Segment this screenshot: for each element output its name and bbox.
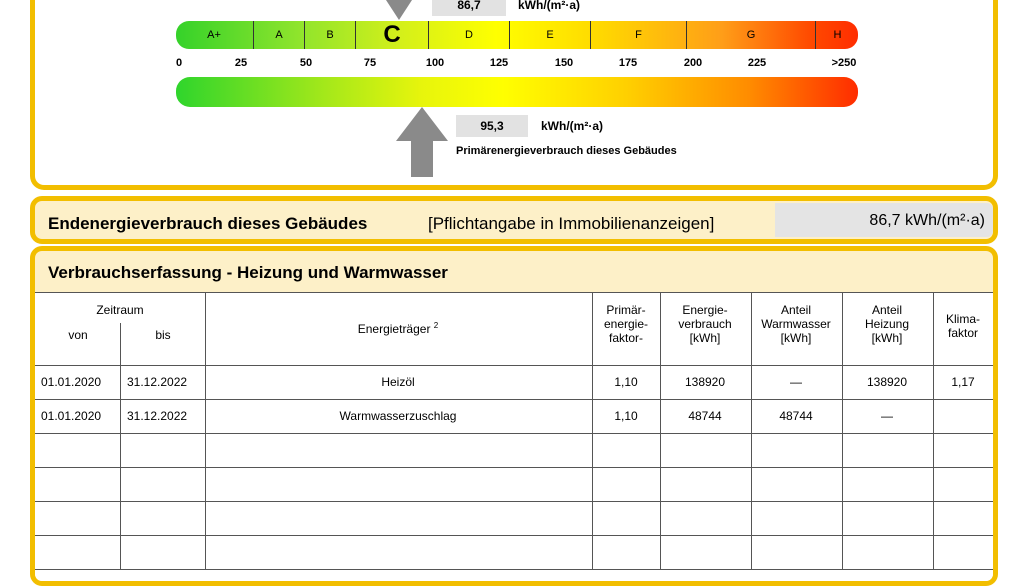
- header-period: Zeitraum: [96, 303, 144, 317]
- row1-heating: 138920: [866, 375, 908, 389]
- tick-label: 125: [489, 57, 509, 69]
- row1-from: 01.01.2020: [41, 375, 102, 389]
- header-line: Klima-: [945, 312, 981, 326]
- tick-label: 200: [683, 57, 703, 69]
- end-energy-value-box: [775, 203, 993, 237]
- row1-climate: 1,17: [951, 375, 975, 389]
- class-h: H: [815, 21, 858, 49]
- tick-label: 50: [299, 57, 313, 69]
- header-line: [kWh]: [780, 331, 812, 345]
- tick-label: 150: [554, 57, 574, 69]
- end-energy-title: Endenergieverbrauch dieses Gebäudes: [48, 214, 368, 233]
- consumption-title: Verbrauchserfassung - Heizung und Warmwasser: [48, 263, 448, 282]
- header-line: verbrauch: [678, 317, 732, 331]
- header-to: bis: [155, 328, 171, 342]
- row-divider: [35, 467, 993, 468]
- row1-water: —: [790, 375, 802, 389]
- header-carrier-text: Energieträger: [357, 322, 431, 336]
- class-a: A: [253, 21, 304, 49]
- energy-gradient-bar: [176, 77, 858, 107]
- consumption-section: [30, 246, 998, 586]
- primary-energy-marker-arrow: [396, 107, 448, 177]
- class-d: D: [428, 21, 509, 49]
- end-energy-banner: [30, 196, 998, 244]
- tick-label: 25: [234, 57, 248, 69]
- header-line: [kWh]: [689, 331, 721, 345]
- header-line: Heizung: [864, 317, 910, 331]
- class-c-current: C: [355, 21, 428, 49]
- col-divider: [120, 323, 121, 569]
- row2-water: 48744: [779, 409, 813, 423]
- header-share-heating: [865, 303, 909, 345]
- row1-energy: 138920: [684, 375, 726, 389]
- row2-carrier: Warmwasserzuschlag: [339, 409, 457, 423]
- top-value-unit: kWh/(m²·a): [518, 0, 580, 12]
- header-line: Energie-: [682, 303, 728, 317]
- row2-from: 01.01.2020: [41, 409, 102, 423]
- row-divider: [35, 569, 993, 570]
- col-divider: [933, 292, 934, 569]
- row-divider: [35, 399, 993, 400]
- header-carrier: [358, 319, 439, 336]
- row2-primary-factor: 1,10: [614, 409, 638, 423]
- header-primary-factor: [604, 303, 648, 345]
- tick-label: 75: [363, 57, 377, 69]
- row2-heating: —: [881, 409, 893, 423]
- tick-label: 100: [425, 57, 445, 69]
- row-divider: [35, 433, 993, 434]
- header-line: [kWh]: [871, 331, 903, 345]
- row1-carrier: Heizöl: [381, 375, 415, 389]
- row-divider: [35, 501, 993, 502]
- header-line: Warmwasser: [761, 317, 831, 331]
- end-energy-note: [Pflichtangabe in Immobilienanzeigen]: [428, 214, 715, 233]
- class-b: B: [304, 21, 355, 49]
- tick-label: >250: [831, 57, 857, 69]
- header-line: energie-: [603, 317, 649, 331]
- primary-energy-label: Primärenergieverbrauch dieses Gebäudes: [456, 145, 677, 157]
- header-line: Anteil: [871, 303, 903, 317]
- row1-primary-factor: 1,10: [614, 375, 638, 389]
- header-divider: [35, 365, 993, 366]
- col-divider: [205, 292, 206, 569]
- header-carrier-footnote: 2: [433, 321, 439, 330]
- header-line: Primär-: [606, 303, 646, 317]
- header-line: Anteil: [780, 303, 812, 317]
- end-energy-marker-arrow: [386, 0, 412, 20]
- header-share-water: [761, 303, 831, 345]
- class-e: E: [509, 21, 590, 49]
- row-divider: [35, 535, 993, 536]
- col-divider: [842, 292, 843, 569]
- top-value-box: 86,7: [432, 0, 506, 16]
- col-divider: [751, 292, 752, 569]
- table-border: [35, 292, 993, 293]
- header-from: von: [68, 328, 88, 342]
- tick-label: 175: [618, 57, 638, 69]
- tick-label: 0: [175, 57, 183, 69]
- col-divider: [660, 292, 661, 569]
- header-climate-factor: [946, 312, 980, 340]
- class-g: G: [686, 21, 815, 49]
- class-a-plus: A+: [207, 29, 221, 41]
- header-line: faktor: [947, 326, 979, 340]
- primary-value-unit: kWh/(m²·a): [541, 119, 603, 133]
- end-energy-value: 86,7 kWh/(m²·a): [869, 212, 985, 229]
- consumption-table: [35, 292, 993, 586]
- row2-to: 31.12.2022: [127, 409, 188, 423]
- tick-label: 225: [747, 57, 767, 69]
- primary-value-box: 95,3: [456, 115, 528, 137]
- scale-ticks: [176, 57, 866, 71]
- header-line: faktor-: [608, 331, 643, 345]
- class-f: F: [590, 21, 686, 49]
- row1-to: 31.12.2022: [127, 375, 188, 389]
- col-divider: [592, 292, 593, 569]
- row2-energy: 48744: [688, 409, 722, 423]
- header-energy-consumption: [678, 303, 731, 345]
- efficiency-class-strip: [176, 21, 858, 49]
